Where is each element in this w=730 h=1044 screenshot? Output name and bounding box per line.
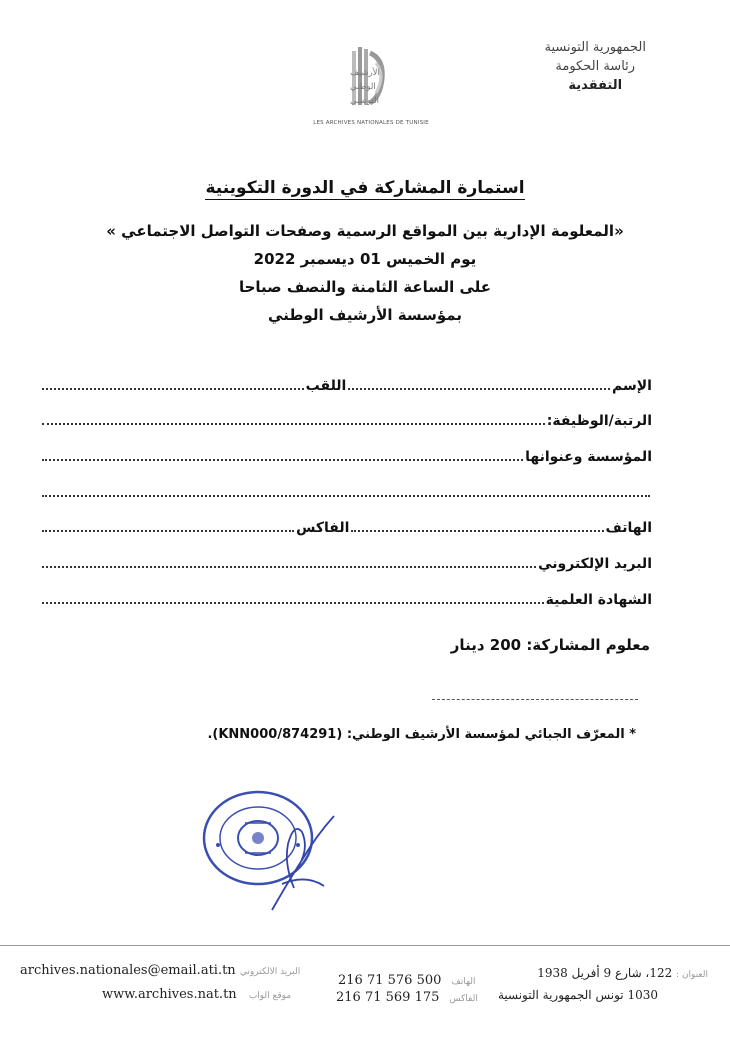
institution-extra-row (40, 479, 652, 501)
footer-phone: 216 71 576 500 (338, 973, 442, 988)
email-label: البريد الإلكتروني (538, 556, 652, 572)
signature-icon (258, 810, 348, 920)
email-field[interactable] (42, 565, 536, 568)
phone-field[interactable] (351, 529, 603, 532)
fee-label: معلوم المشاركة: (526, 636, 650, 654)
footer-address-line-2: 1030 تونس الجمهورية التونسية (497, 988, 658, 1002)
footer-website-row (102, 987, 291, 1002)
surname-label: اللقب (305, 378, 347, 394)
footer-email-label: البريد الالكتروني (239, 967, 301, 977)
tax-id-note: * المعرّف الجبائي لمؤسسة الأرشيف الوطني: (874291/KNN000). (207, 727, 636, 742)
form-title (0, 178, 730, 198)
name-field[interactable] (348, 387, 610, 390)
logo-caption: LES ARCHIVES NATIONALES DE TUNISIE (313, 120, 429, 126)
footer-fax-label: الفاكس (449, 994, 478, 1004)
degree-field[interactable] (42, 601, 544, 604)
logo-line-1: الأرشيف (350, 68, 380, 78)
footer-email-row (20, 963, 300, 978)
fax-label: الفاكس (296, 520, 350, 536)
rank-row (40, 407, 652, 429)
logo-line-2: الوطني (350, 82, 376, 92)
rank-field[interactable] (42, 422, 545, 425)
training-date: يوم الخميس 01 ديسمبر 2022 (253, 250, 477, 268)
participation-fee (451, 636, 650, 654)
archives-logo-icon (306, 45, 446, 125)
footer-fax-row (336, 990, 478, 1005)
training-topic: «المعلومة الإدارية بين المواقع الرسمية وصفحات التواصل الاجتماعي » (106, 222, 624, 240)
footer-phone-row (338, 973, 476, 988)
footer-divider (0, 945, 730, 946)
presidency-label: رئاسة الحكومة (555, 59, 636, 74)
surname-field[interactable] (42, 387, 304, 390)
name-label: الإسم (612, 378, 652, 394)
footer-phone-label: الهاتف (451, 977, 476, 987)
degree-label: الشهادة العلمية (545, 592, 652, 608)
footer-address-label: العنوان : (676, 970, 708, 980)
footer-website[interactable]: www.archives.nat.tn (102, 987, 237, 1002)
government-header (544, 38, 646, 95)
form-title-text: استمارة المشاركة في الدورة التكوينية (205, 178, 525, 198)
phone-label: الهاتف (605, 520, 652, 536)
footer-address-row (537, 966, 708, 980)
training-place: بمؤسسة الأرشيف الوطني (268, 306, 462, 324)
footer-address-line-1: 122، شارع 9 أفريل 1938 (537, 966, 673, 980)
degree-row (40, 586, 652, 608)
training-time: على الساعة الثامنة والنصف صباحا (238, 278, 492, 296)
phone-row (40, 514, 652, 536)
logo-line-3: التونسي (350, 96, 379, 106)
rank-label: الرتبة/الوظيفة: (546, 413, 652, 429)
institution-row (40, 443, 652, 465)
institution-label: المؤسسة وعنوانها (525, 449, 652, 465)
email-row (40, 550, 652, 572)
institution-field-line-2[interactable] (42, 494, 650, 497)
signature (258, 810, 348, 920)
fee-currency: دينار (450, 636, 485, 654)
institution-field[interactable] (42, 458, 523, 461)
inspection-label: التفقدية (568, 78, 623, 93)
fee-amount: 200 (489, 636, 522, 654)
fax-field[interactable] (42, 529, 294, 532)
footer-email[interactable]: archives.nationales@email.ati.tn (20, 963, 236, 978)
name-row (40, 372, 652, 394)
separator-dashes (432, 699, 638, 700)
republic-label: الجمهورية التونسية (544, 40, 646, 55)
footer-fax: 216 71 569 175 (336, 990, 440, 1005)
footer-website-label: موقع الواب (248, 991, 292, 1001)
